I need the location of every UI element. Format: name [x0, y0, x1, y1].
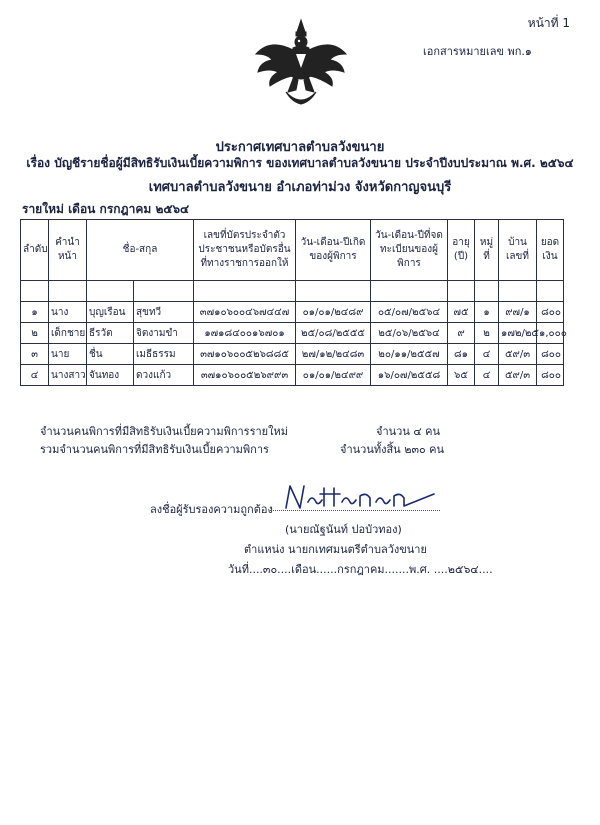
cell-age: ๘๑ [448, 344, 475, 365]
header-house: บ้านเลขที่ [499, 220, 537, 281]
new-count-label: จำนวนคนพิการที่มีสิทธิรับเงินเบี้ยความพิการรายใหม่ [40, 425, 288, 438]
total-count-value: จำนวนทั้งสิ้น ๒๓๐ คน [340, 443, 445, 456]
table-row [21, 365, 564, 386]
table-row [21, 302, 564, 323]
signer-name: (นายณัฐนันท์ ปอบัวทอง) [285, 523, 402, 536]
cell-reg: ๒๕/๐๖/๒๕๖๔ [371, 323, 448, 344]
cell-reg: ๑๖/๐๗/๒๕๕๘ [371, 365, 448, 386]
cell-age: ๖๕ [448, 365, 475, 386]
signer-position: ตำแหน่ง นายกเทศมนตรีตำบลวังขนาย [244, 543, 427, 556]
cell-amount: ๘๐๐ [537, 302, 564, 323]
cell-prefix: นาย [49, 344, 87, 365]
cell-moo: ๒ [475, 323, 499, 344]
cell-last-name: จิตงามขำ [134, 323, 194, 344]
header-id: เลขที่บัตรประจำตัวประชาชนหรือบัตรอื่นที่ทางราชการออกให้ [194, 220, 296, 281]
announcement-title: ประกาศเทศบาลตำบลวังขนาย [215, 140, 385, 155]
cell-house: ๙๗/๑ [499, 302, 537, 323]
cell-id: ๑๗๑๘๔๐๐๑๖๗๐๑ [194, 323, 296, 344]
cell-reg: ๐๕/๐๗/๒๕๖๔ [371, 302, 448, 323]
cell-moo: ๔ [475, 365, 499, 386]
cell-first-name: บุญเรือน [87, 302, 134, 323]
spacer-row [21, 281, 564, 302]
header-dob: วัน-เดือน-ปีเกิดของผู้พิการ [296, 220, 371, 281]
cell-dob: ๒๕/๐๘/๒๕๕๕ [296, 323, 371, 344]
header-amount: ยอดเงิน [537, 220, 564, 281]
cell-no: ๒ [21, 323, 49, 344]
cell-dob: ๐๑/๐๑/๒๔๘๙ [296, 302, 371, 323]
cell-age: ๗๕ [448, 302, 475, 323]
handwritten-signature [280, 480, 440, 514]
beneficiary-table [20, 219, 567, 386]
cell-moo: ๔ [475, 344, 499, 365]
cell-house: ๕๙/๓ [499, 365, 537, 386]
cell-id: ๓๗๑๐๖๐๐๕๒๖๙๙๓ [194, 365, 296, 386]
cell-last-name: เมธีธรรม [134, 344, 194, 365]
cell-dob: ๐๑/๐๑/๒๔๙๙ [296, 365, 371, 386]
header-moo: หมู่ที่ [475, 220, 499, 281]
header-age: อายุ (ปี) [448, 220, 475, 281]
cell-first-name: ธีรวัต [87, 323, 134, 344]
cell-no: ๓ [21, 344, 49, 365]
cell-id: ๓๗๑๐๖๐๐๔๖๗๔๔๗ [194, 302, 296, 323]
cell-last-name: สุขทวี [134, 302, 194, 323]
cell-age: ๙ [448, 323, 475, 344]
cell-moo: ๑ [475, 302, 499, 323]
table-row [21, 323, 564, 344]
cell-dob: ๒๗/๑๒/๒๔๘๓ [296, 344, 371, 365]
header-reg: วัน-เดือน-ปีที่จดทะเบียนของผู้พิการ [371, 220, 448, 281]
header-no: ลำดับ [21, 220, 49, 281]
signature-date: วันที่....๓๐....เดือน......กรกฎาคม.......พ.ศ. ....๒๕๖๔.... [228, 563, 493, 576]
cell-house: ๑๗๒/๒๕ [499, 323, 537, 344]
cell-prefix: เด็กชาย [49, 323, 87, 344]
section-label: รายใหม่ เดือน กรกฎาคม ๒๕๖๔ [22, 202, 190, 216]
cell-first-name: ชื่น [87, 344, 134, 365]
cell-amount: ๑,๐๐๐ [537, 323, 564, 344]
new-count-value: จำนวน ๔ คน [376, 425, 441, 438]
header-name: ชื่อ-สกุล [87, 220, 194, 281]
cell-id: ๓๗๑๐๖๐๐๕๒๖๘๘๕ [194, 344, 296, 365]
cell-reg: ๒๐/๑๑/๒๕๕๗ [371, 344, 448, 365]
garuda-emblem-icon [250, 18, 352, 110]
cell-prefix: นาง [49, 302, 87, 323]
cell-amount: ๘๐๐ [537, 365, 564, 386]
announcement-subject: เรื่อง บัญชีรายชื่อผู้มีสิทธิรับเงินเบี้ยความพิการ ของเทศบาลตำบลวังขนาย ประจำปีงบประมาณ พ.ศ. ๒๕๖๔ [26, 156, 574, 170]
document-number: เอกสารหมายเลข พก.๑ [423, 45, 532, 58]
total-count-label: รวมจำนวนคนพิการที่มีสิทธิรับเงินเบี้ยความพิการ [40, 443, 269, 456]
table-row [21, 344, 564, 365]
cell-last-name: ดวงแก้ว [134, 365, 194, 386]
cell-no: ๑ [21, 302, 49, 323]
signature-label: ลงชื่อผู้รับรองความถูกต้อง [150, 503, 273, 516]
announcement-municipality: เทศบาลตำบลวังขนาย อำเภอท่าม่วง จังหวัดกาญจนบุรี [148, 180, 452, 195]
table-header-row [21, 220, 564, 281]
header-prefix: คำนำหน้า [49, 220, 87, 281]
cell-first-name: จันทอง [87, 365, 134, 386]
cell-amount: ๘๐๐ [537, 344, 564, 365]
page-number: หน้าที่ 1 [527, 16, 570, 30]
cell-house: ๕๙/๓ [499, 344, 537, 365]
cell-prefix: นางสาว [49, 365, 87, 386]
cell-no: ๔ [21, 365, 49, 386]
